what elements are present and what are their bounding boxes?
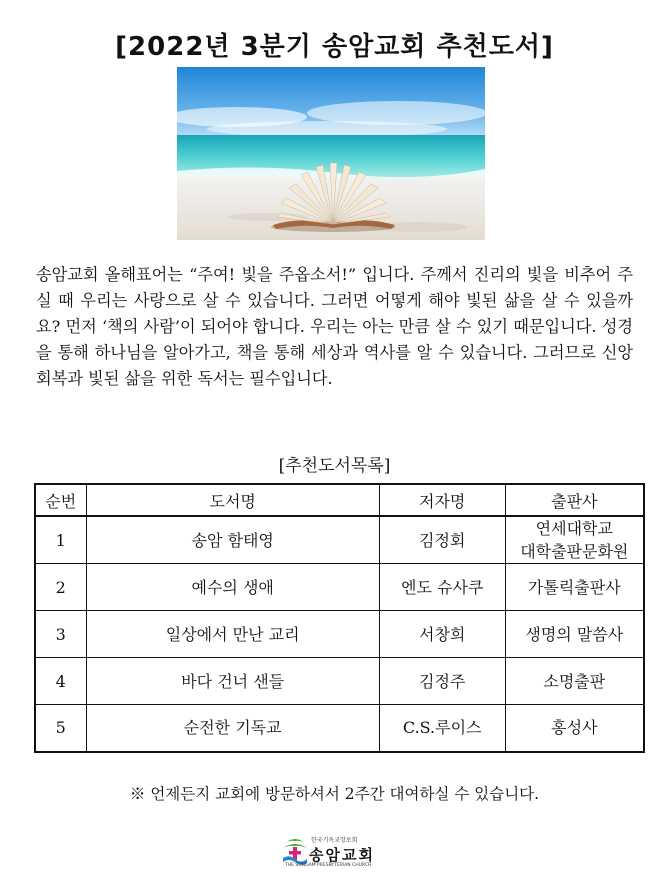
logo-church-name: 송암교회 (309, 846, 375, 864)
row-no: 1 (35, 516, 86, 564)
header-publisher: 출판사 (505, 484, 644, 516)
logo-denomination: 한국기독교장로회 (311, 837, 358, 844)
table-row (35, 611, 644, 658)
row-publisher: 홍성사 (505, 705, 644, 752)
row-publisher: 생명의 말씀사 (505, 611, 644, 658)
row-no: 3 (35, 611, 86, 658)
row-publisher: 소명출판 (505, 658, 644, 705)
row-author: 김정주 (379, 658, 505, 705)
publisher-line-2: 대학출판문화원 (520, 542, 629, 561)
row-title: 일상에서 만난 교리 (86, 611, 379, 658)
row-title: 바다 건너 샌들 (86, 658, 379, 705)
row-author: 엔도 슈사쿠 (379, 564, 505, 611)
table-row (35, 705, 644, 752)
hero-image (177, 67, 485, 240)
recommended-books-table (34, 483, 645, 753)
header-no: 순번 (35, 484, 86, 516)
list-title: [추천도서목록] (278, 456, 391, 476)
rental-note: ※ 언제든지 교회에 방문하셔서 2주간 대여하실 수 있습니다. (129, 785, 540, 803)
row-publisher (505, 516, 644, 564)
row-title: 송암 함태영 (86, 516, 379, 564)
row-title: 예수의 생애 (86, 564, 379, 611)
row-no: 5 (35, 705, 86, 752)
church-emblem-icon (282, 834, 308, 866)
table-row (35, 658, 644, 705)
table-row (35, 516, 644, 564)
page-title: [2022년 3분기 송암교회 추천도서] (115, 32, 554, 62)
intro-paragraph: 송암교회 올해표어는 “주여! 빛을 주옵소서!” 입니다. 주께서 진리의 빛을 비추어 주실 때 우리는 사랑으로 살 수 있습니다. 그러면 어떻게 해야 빛된 삶을 살 수 있을까요? 먼저 ‘책의 사람’이 되어야 합니다. 우리는 아는 만큼 살 수 있기 때문입니다. 성경을 통해 하나님을 알아가고, 책을 통해 세상과 역사를 알 수 있습니다. 그러므로 신앙회복과 빛된 삶을 위한 독서는 필수입니다. (36, 265, 633, 388)
row-no: 4 (35, 658, 86, 705)
logo-english-name: THE SONGAM PRESBYTERIAN CHURCH (285, 863, 372, 868)
church-logo (282, 832, 392, 872)
row-title: 순전한 기독교 (86, 705, 379, 752)
header-author: 저자명 (379, 484, 505, 516)
table-row (35, 564, 644, 611)
header-title: 도서명 (86, 484, 379, 516)
table-header-row (35, 484, 644, 516)
row-author: C.S.루이스 (379, 705, 505, 752)
publisher-line-1: 연세대학교 (535, 519, 613, 538)
row-publisher: 가톨릭출판사 (505, 564, 644, 611)
beach-book-illustration (177, 67, 485, 240)
row-author: 서창희 (379, 611, 505, 658)
row-no: 2 (35, 564, 86, 611)
row-author: 김정회 (379, 516, 505, 564)
